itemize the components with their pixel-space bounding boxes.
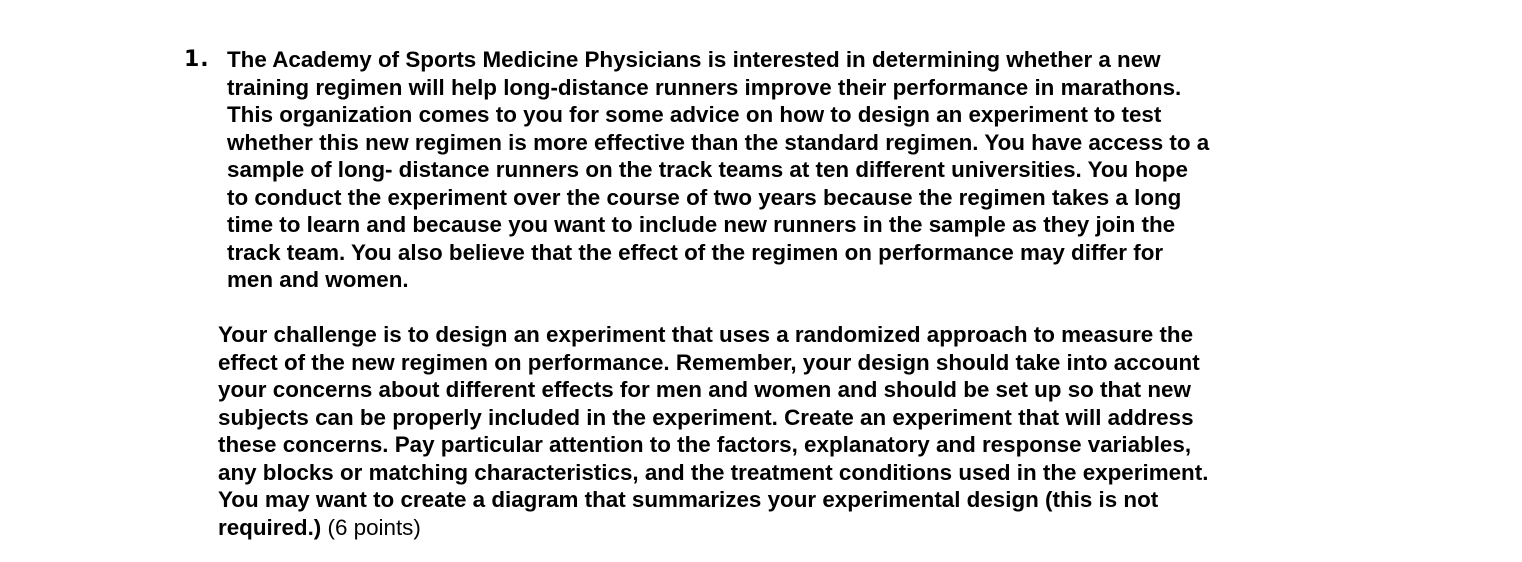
challenge-line: your concerns about different effects for men and women and should be set up so that new: [218, 377, 1191, 402]
question-prompt: [227, 46, 1209, 294]
prompt-line: to conduct the experiment over the course of two years because the regimen takes a long: [227, 184, 1182, 210]
challenge-last-line: [218, 514, 1208, 542]
challenge-line: these concerns. Pay particular attention to the factors, explanatory and response variables,: [218, 432, 1192, 457]
prompt-line: training regimen will help long-distance runners improve their performance in marathons.: [227, 74, 1182, 100]
challenge-paragraph: [218, 321, 1208, 541]
challenge-line: Your challenge is to design an experiment that uses a randomized approach to measure the: [218, 322, 1194, 347]
challenge-line: effect of the new regimen on performance. Remember, your design should take into account: [218, 349, 1200, 375]
prompt-line: The Academy of Sports Medicine Physicians is interested in determining whether a new: [227, 47, 1161, 72]
prompt-line: sample of long- distance runners on the track teams at ten different universities. You hope: [227, 157, 1188, 182]
prompt-line: track team. You also believe that the effect of the regimen on performance may differ for: [227, 239, 1164, 265]
challenge-line: subjects can be properly included in the experiment. Create an experiment that will address: [218, 404, 1194, 430]
prompt-line: whether this new regimen is more effective than the standard regimen. You have access to a: [227, 129, 1210, 155]
prompt-line: men and women.: [227, 267, 409, 292]
challenge-line: any blocks or matching characteristics, and the treatment conditions used in the experiment.: [218, 459, 1209, 485]
challenge-last-text: required.): [218, 514, 322, 540]
prompt-line: time to learn and because you want to include new runners in the sample as they join the: [227, 212, 1176, 237]
challenge-line: You may want to create a diagram that summarizes your experimental design (this is not: [218, 487, 1159, 512]
question-number: 1.: [184, 47, 210, 72]
prompt-line: This organization comes to you for some advice on how to design an experiment to test: [227, 102, 1162, 127]
points-value: (6 points): [321, 514, 421, 540]
